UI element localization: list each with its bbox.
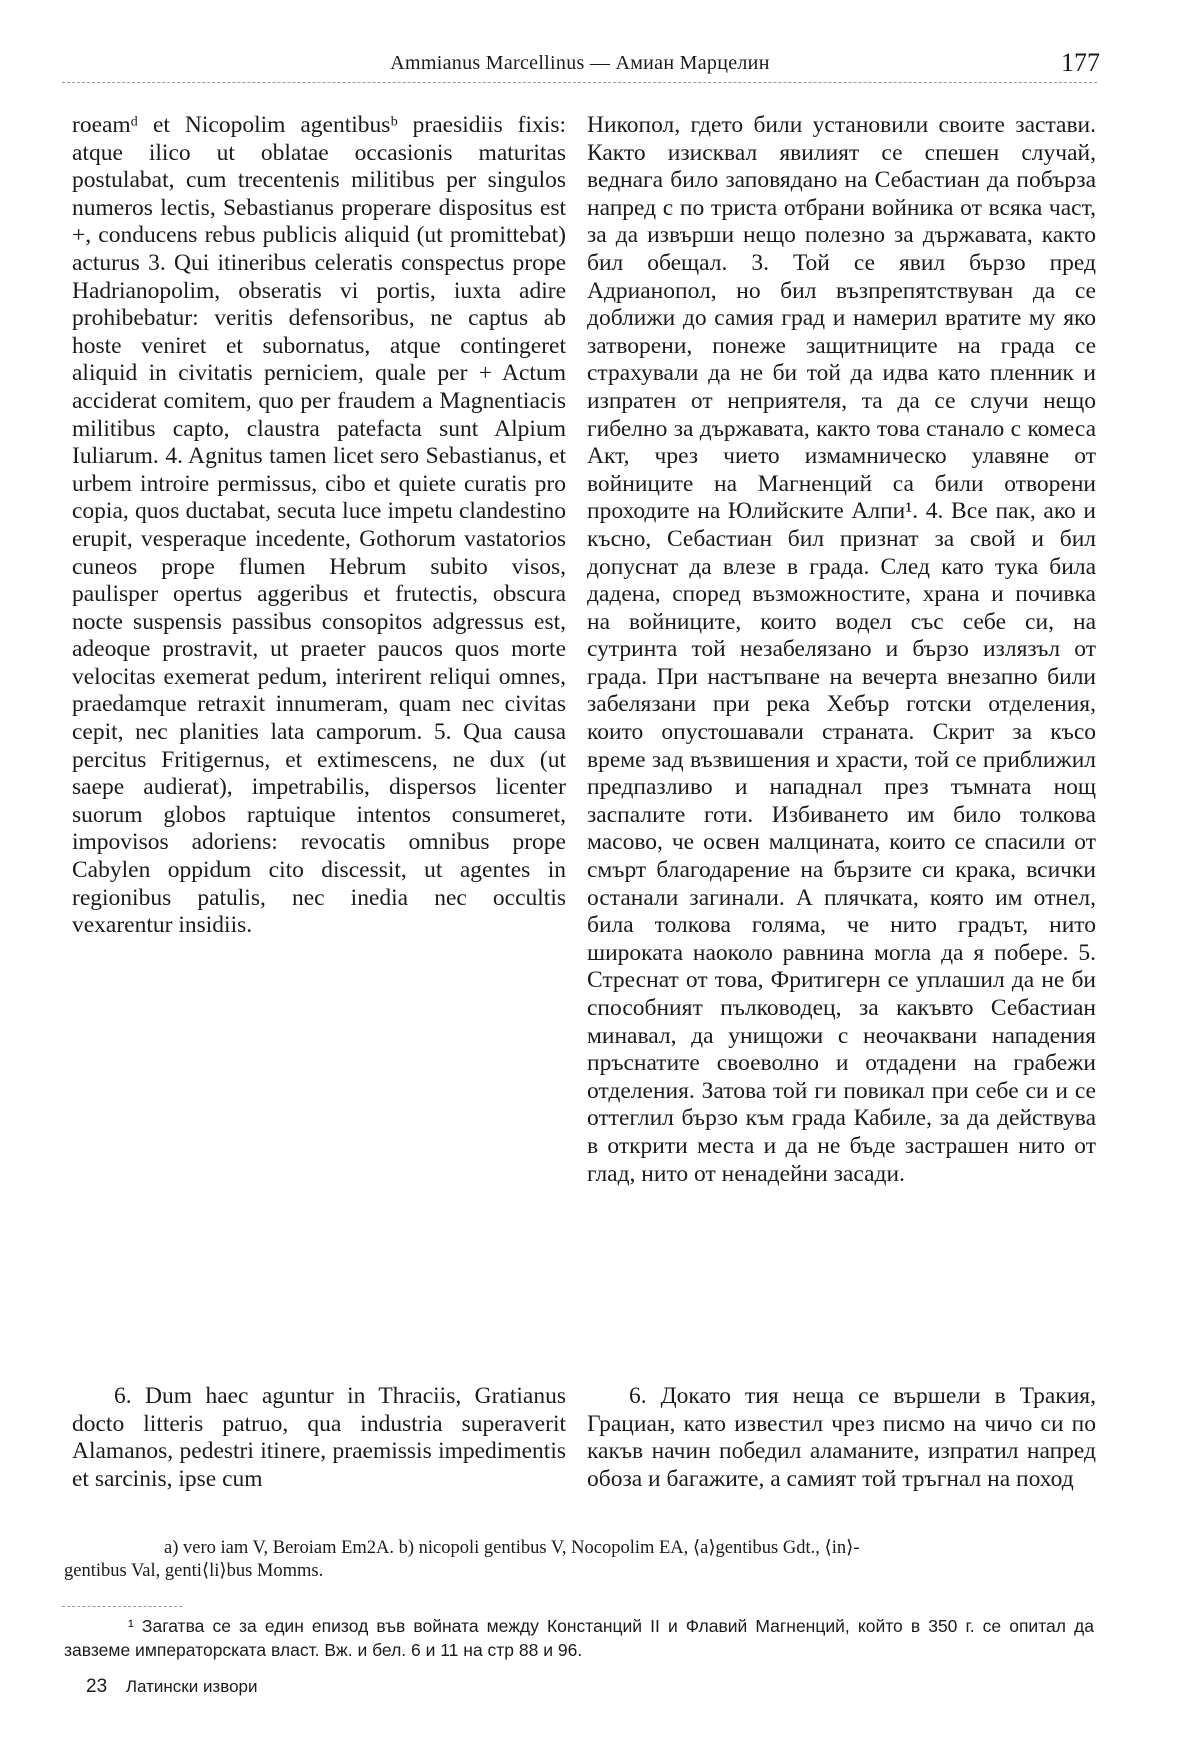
apparatus-line-2: gentibus Val, genti⟨li⟩bus Momms. <box>64 1561 324 1581</box>
footnote-text: ¹ Загатва се за един епизод във войната между Констанций II и Флавий Магненций, който в 350 г. се опитал да завземе императорската власт. Вж. и бел. 6 и 11 на стр 88 и 96. <box>64 1616 1094 1660</box>
footnote-rule <box>62 1606 182 1607</box>
apparatus-line-1: a) vero iam V, Beroiam Em2A. b) nicopoli gentibus V, Nocopolim EA, ⟨a⟩gentibus Gdt., ⟨in⟩- <box>164 1538 860 1558</box>
bulgarian-section-6 <box>587 1383 1096 1493</box>
bulgarian-column <box>587 112 1096 1188</box>
bulgarian-text-main: Никопол, гдето били установили своите застави. Както изисквал явилият се спешен случай, веднага било заповядано на Себастиан да побърза напред с по триста отбрани войника от всяка част, за да извърши нещо полезно за държавата, както бил обещал. 3. Той се явил бързо пред Адрианопол, но бил възпрепятствуван да се доближи до самия град и намерил вратите му яко затворени, понеже защитниците на града се страхували да не би той да идва като пленник и изпратен от неприятеля, та да се случи нещо гибелно за държавата, както това станало с комеса Акт, чрез чието измамническо улавяне от войниците на Магненций са били отворени проходите на Юлийските Алпи¹. 4. Все пак, ако и късно, Себастиан бил признат за свой и бил допуснат да влезе в града. След като тука била дадена, според възможностите, храна и почивка на войниците, които водел със себе си, на сутринта той незабелязано и бързо излязъл от града. При настъпване на вечерта внезапно били забелязани при река Хебър готски отделения, които опустошавали страната. Скрит за късо време зад възвишения и храсти, той се приближил предпазливо и нападнал през тъмната нощ заспалите готи. Избиването им било толкова масово, че освен малцината, които се спасили от смърт благодарение на бързите си крака, всички останали загинали. А плячката, която им отнел, била толкова голяма, че нито градът, нито широката наоколо равнина могла да я побере. 5. Стреснат от това, Фритигерн се уплашил да не би способният пълководец, за какъвто Себастиан минавал, да унищожи с неочаквани нападения пръснатите своеволно и отдадени на грабежи отделения. Затова той ги повикал при себе си и се оттеглил бързо към града Кабиле, за да действува в открити места и да не бъде застрашен нито от глад, нито от ненадейни засади. <box>587 112 1096 1187</box>
page-number: 177 <box>1061 48 1100 77</box>
running-title: Ammianus Marcellinus — Амиан Марцелин <box>390 52 770 74</box>
critical-apparatus <box>64 1537 1094 1583</box>
footnote <box>64 1614 1094 1662</box>
printer-signature <box>86 1676 257 1698</box>
bulgarian-paragraph-6: 6. Докато тия неща се вършели в Тракия, Грациан, като известил чрез писмо на чичо си по какъв начин победил аламаните, изпратил напред обоза и багажите, а самият той тръгнал на поход <box>587 1383 1096 1492</box>
signature-label: Латински извори <box>125 1677 258 1696</box>
signature-number: 23 <box>86 1676 108 1697</box>
latin-paragraph-6: 6. Dum haec aguntur in Thraciis, Gratianus docto litteris patruo, qua industria superaverit Alamanos, pedestri itinere, praemissis impedimentis et sarcinis, ipse cum <box>72 1383 566 1492</box>
header-rule <box>62 82 1097 83</box>
latin-text-main: roeamᵈ et Nicopolim agentibusᵇ praesidiis fixis: atque ilico ut oblatae occasionis maturitas postulabat, cum trecentenis militibus per singulos numeros lectis, Sebastianus properare dispositus est +, conducens rebus publicis aliquid (ut promittebat) acturus 3. Qui itineribus celeratis conspectus prope Hadrianopolim, obseratis vi portis, iuxta adire prohibebatur: veritis defensoribus, ne captus ab hoste veniret et subornatus, atque contingeret aliquid in civitatis perniciem, quale per + Actum acciderat comitem, quo per fraudem a Magnentiacis militibus capto, claustra patefacta sunt Alpium Iuliarum. 4. Agnitus tamen licet sero Sebastianus, et urbem introire permissus, cibo et quiete curatis pro copia, quos ductabat, secuta luce impetu clandestino erupit, vesperaque incedente, Gothorum vastatorios cuneos prope flumen Hebrum subito visos, paulisper opertus aggeribus et frutectis, obscura nocte suspensis passibus consopitos adgressus est, adeoque prostravit, ut praeter paucos quos morte velocitas exemerat pedum, interirent reliqui omnes, praedamque retraxit innumeram, quam nec civitas cepit, nec planities lata camporum. 5. Qua causa percitus Fritigernus, et extimescens, ne dux (ut saepe audierat), impetrabilis, dispersos licenter suorum globos raptuique intentos consumeret, impovisos adoriens: revocatis omnibus prope Cabylen oppidum cito discessit, ut agentes in regionibus patulis, nec inedia nec occultis vexarentur insidiis. <box>72 112 566 939</box>
latin-column <box>72 112 566 940</box>
running-head <box>60 48 1100 92</box>
latin-section-6 <box>72 1383 566 1493</box>
